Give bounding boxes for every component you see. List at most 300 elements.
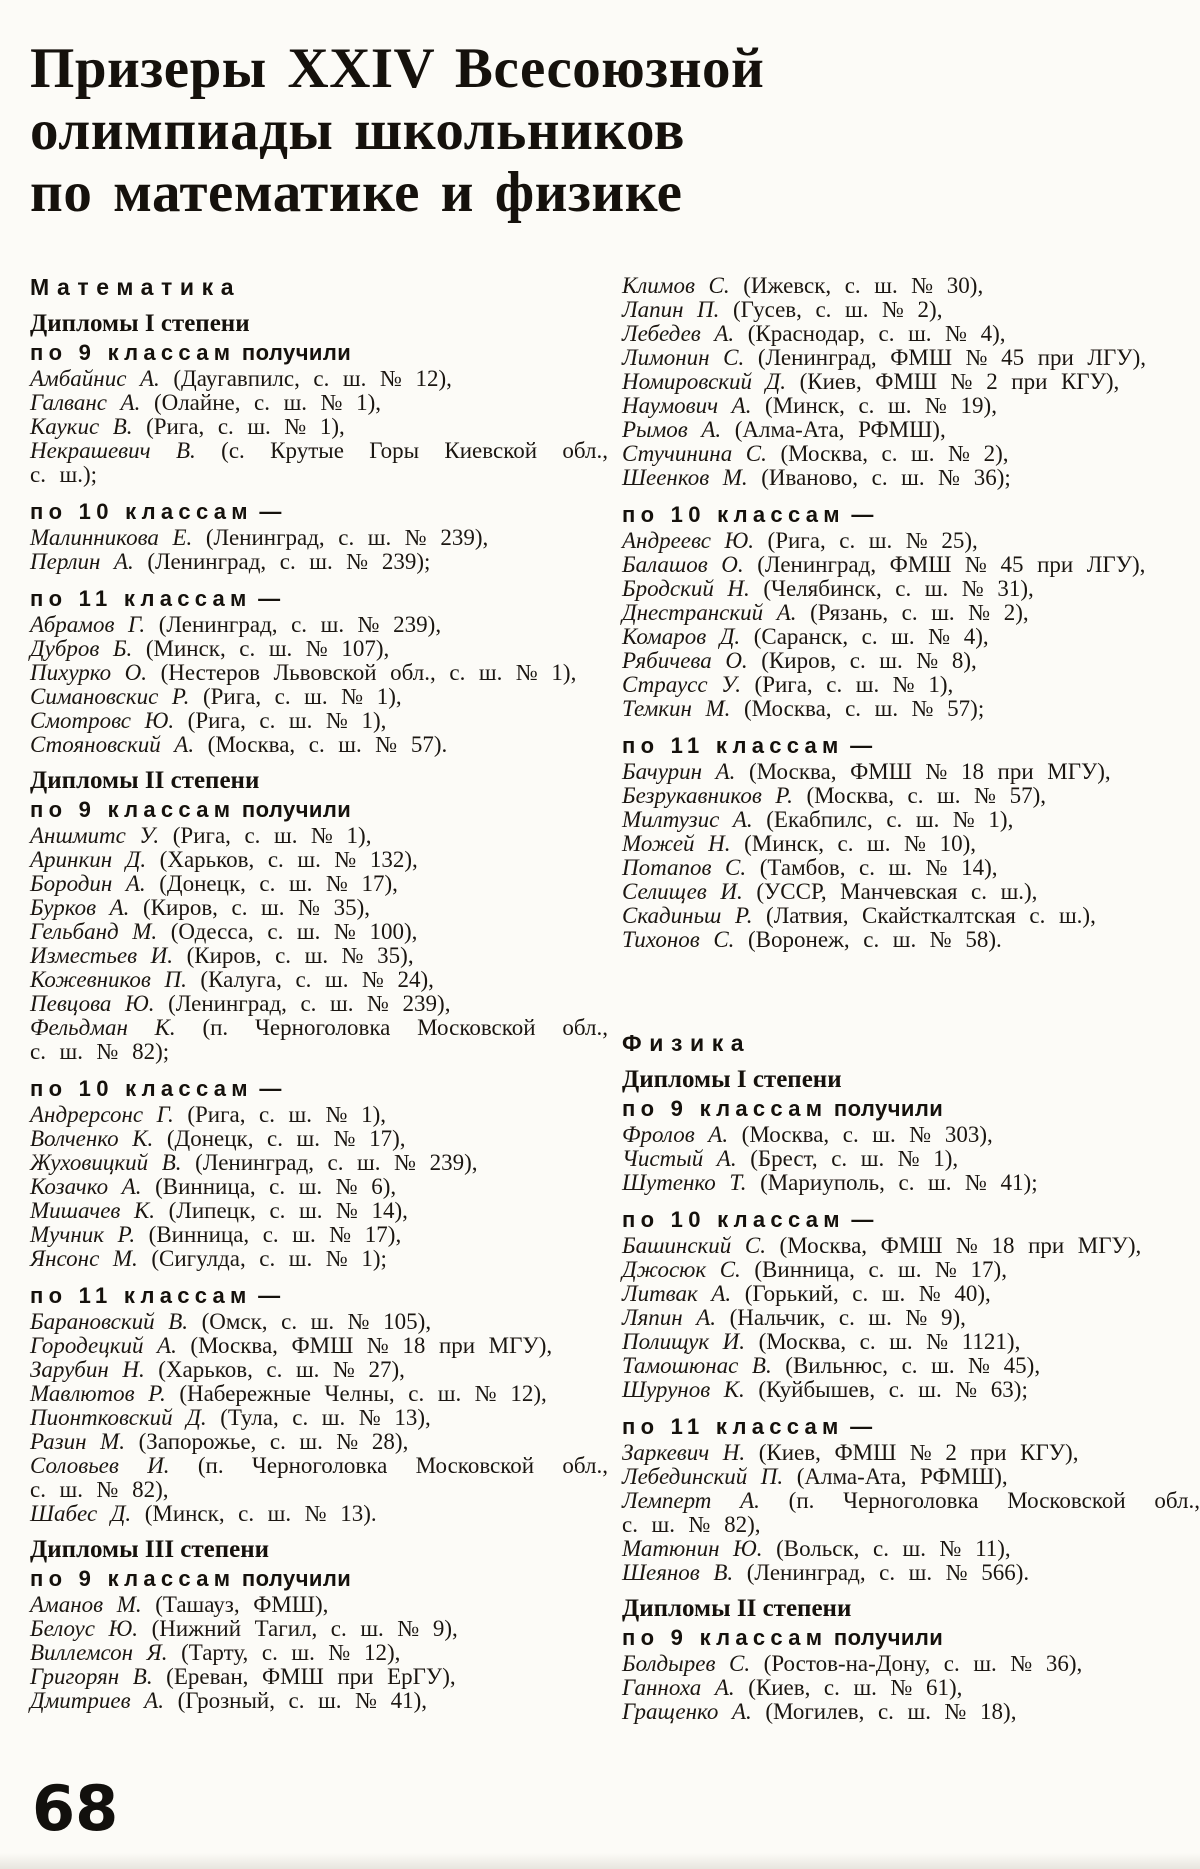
winner-school-info: (Ленинград, с. ш. № 566).	[746, 1560, 1030, 1585]
winner-entry	[30, 1358, 608, 1382]
winner-name: Козачко А.	[30, 1174, 142, 1199]
winner-school-info: (Ленинград, с. ш. № 239);	[147, 549, 431, 574]
winner-entry	[622, 625, 1200, 649]
winner-school-info: (Челябинск, с. ш. № 31),	[763, 576, 1034, 601]
class-label	[622, 1096, 1200, 1121]
winner-entry	[622, 1306, 1200, 1330]
winner-name: Лапин П.	[622, 297, 720, 322]
winner-entry	[622, 1330, 1200, 1354]
winner-name: Страусс У.	[622, 672, 741, 697]
degree-heading: Дипломы I степени	[30, 310, 250, 337]
winner-school-info: (Киров, с. ш. № 8),	[761, 648, 977, 673]
page-title-line-3: по математике и физике	[30, 161, 683, 224]
class-label-spaced: по 9 классам	[30, 1566, 236, 1591]
winner-school-info: (Рига, с. ш. № 1),	[172, 823, 372, 848]
winner-entry	[30, 439, 608, 487]
winner-name: Безрукавников Р.	[622, 783, 793, 808]
winner-name: Зарубин Н.	[30, 1357, 145, 1382]
winner-entry	[30, 1151, 608, 1175]
winner-school-info: (Горький, с. ш. № 40),	[744, 1281, 991, 1306]
winner-name: Амбайнис А.	[30, 366, 160, 391]
class-label	[622, 1414, 1200, 1439]
winner-school-info: (с. Крутые Горы Киевской обл., с. ш.);	[30, 438, 608, 487]
winner-name: Шеянов В.	[622, 1560, 734, 1585]
winner-entry	[30, 1334, 608, 1358]
winner-school-info: (Москва, с. ш. № 57),	[806, 783, 1047, 808]
winner-entry	[30, 992, 608, 1016]
winner-school-info: (Саранск, с. ш. № 4),	[753, 624, 989, 649]
page-title-line-2: олимпиады школьников	[30, 99, 685, 162]
class-label-spaced: по 9 классам	[30, 797, 236, 822]
winner-entry	[30, 1247, 608, 1271]
winner-school-info: (Ташауз, ФМШ),	[155, 1592, 329, 1617]
winner-school-info: (Донецк, с. ш. № 17),	[159, 871, 398, 896]
class-label	[30, 1283, 608, 1308]
degree-heading: Дипломы II степени	[30, 767, 260, 794]
winner-name: Дубров Б.	[30, 636, 133, 661]
winner-entry	[30, 968, 608, 992]
class-label-tail: —	[252, 499, 282, 524]
winner-school-info: (Грозный, с. ш. № 41),	[177, 1688, 428, 1713]
winner-entry	[622, 1378, 1200, 1402]
winner-name: Болдырев С.	[622, 1651, 751, 1676]
page-number: 68	[32, 1772, 119, 1845]
text-columns	[30, 274, 1200, 1724]
winner-entry	[622, 1282, 1200, 1306]
winner-entry	[622, 322, 1200, 346]
winner-name: Селищев И.	[622, 879, 743, 904]
winner-entry	[30, 1593, 608, 1617]
winner-school-info: (Минск, с. ш. № 19),	[765, 393, 997, 418]
column-left	[30, 274, 608, 1724]
winner-name: Некрашевич В.	[30, 438, 196, 463]
winner-name: Аншмитс У.	[30, 823, 160, 848]
winner-name: Потапов С.	[622, 855, 747, 880]
class-label-tail: получили	[827, 1625, 944, 1650]
winner-entry	[30, 733, 608, 757]
winner-name: Гельбанд М.	[30, 919, 158, 944]
winner-school-info: (Минск, с. ш. № 10),	[744, 831, 976, 856]
winner-school-info: (Винница, с. ш. № 17),	[754, 1257, 1007, 1282]
winner-school-info: (Москва, с. ш. № 303),	[741, 1122, 993, 1147]
winner-name: Шурунов К.	[622, 1377, 745, 1402]
winner-entry	[30, 848, 608, 872]
winner-school-info: (Киев, ФМШ № 2 при КГУ),	[799, 369, 1120, 394]
winner-entry	[30, 1199, 608, 1223]
winner-school-info: (Нестеров Львовской обл., с. ш. № 1),	[160, 660, 577, 685]
winner-entry	[622, 880, 1200, 904]
winner-entry	[622, 1258, 1200, 1282]
winner-entry	[30, 872, 608, 896]
winner-entry	[30, 1454, 608, 1502]
winner-entry	[622, 346, 1200, 370]
winner-entry	[622, 1489, 1200, 1537]
winner-entry	[30, 1430, 608, 1454]
winner-school-info: (Воронеж, с. ш. № 58).	[748, 927, 1002, 952]
class-label-spaced: по 10 классам	[30, 1076, 253, 1101]
column-right	[622, 274, 1200, 1724]
winner-school-info: (Ленинград, с. ш. № 239),	[195, 1150, 478, 1175]
class-label-spaced: по 9 классам	[622, 1625, 828, 1650]
winner-school-info: (Нижний Тагил, с. ш. № 9),	[151, 1616, 458, 1641]
winner-school-info: (Харьков, с. ш. № 132),	[159, 847, 418, 872]
winner-school-info: (Ленинград, с. ш. № 239),	[158, 612, 442, 637]
winner-school-info: (Москва, с. ш. № 2),	[780, 441, 1009, 466]
winner-entry	[30, 1310, 608, 1334]
winner-school-info: (Рига, с. ш. № 1),	[754, 672, 954, 697]
winner-name: Рымов А.	[622, 417, 722, 442]
winner-school-info: (Иваново, с. ш. № 36);	[761, 465, 1011, 490]
winner-school-info: (Москва, ФМШ № 18 при МГУ),	[779, 1233, 1142, 1258]
class-label	[622, 1207, 1200, 1232]
class-label-tail: получили	[235, 1566, 352, 1591]
winner-entry	[30, 1103, 608, 1127]
winner-name: Певцова Ю.	[30, 991, 155, 1016]
winner-school-info: (Нальчик, с. ш. № 9),	[729, 1305, 966, 1330]
winner-school-info: (Киров, с. ш. № 35),	[143, 895, 370, 920]
winner-name: Рябичева О.	[622, 648, 748, 673]
winner-name: Полищук И.	[622, 1329, 746, 1354]
winner-entry	[30, 415, 608, 439]
winner-name: Шеенков М.	[622, 465, 748, 490]
winner-school-info: (Могилев, с. ш. № 18),	[765, 1699, 1017, 1724]
class-label-tail: —	[251, 1283, 281, 1308]
winner-name: Лебедев А.	[622, 321, 735, 346]
winner-name: Джосюк С.	[622, 1257, 741, 1282]
section-spacer	[622, 952, 1200, 1030]
winner-school-info: (Рига, с. ш. № 25),	[767, 528, 978, 553]
class-label-tail: получили	[235, 797, 352, 822]
winner-entry	[30, 1175, 608, 1199]
winner-entry	[622, 832, 1200, 856]
winner-entry	[30, 613, 608, 637]
winner-name: Тамошюнас В.	[622, 1353, 772, 1378]
winner-entry	[622, 808, 1200, 832]
winner-entry	[30, 1406, 608, 1430]
winner-school-info: (п. Черноголовка Московской обл., с. ш. № 82),	[622, 1488, 1200, 1537]
winner-entry	[622, 274, 1200, 298]
winner-name: Аринкин Д.	[30, 847, 147, 872]
winner-name: Абрамов Г.	[30, 612, 146, 637]
winner-entry	[622, 697, 1200, 721]
class-label	[30, 797, 608, 822]
winner-name: Бачурин А.	[622, 759, 736, 784]
class-label-spaced: по 10 классам	[30, 499, 253, 524]
winner-entry	[30, 920, 608, 944]
winner-name: Можей Н.	[622, 831, 731, 856]
winner-name: Фельдман К.	[30, 1015, 176, 1040]
winner-school-info: (Омск, с. ш. № 105),	[201, 1309, 432, 1334]
winner-school-info: (Латвия, Скайсткалтская с. ш.),	[766, 903, 1096, 928]
winner-name: Бородин А.	[30, 871, 146, 896]
degree-heading: Дипломы I степени	[622, 1066, 842, 1093]
winner-entry	[30, 1689, 608, 1713]
winner-name: Смотровс Ю.	[30, 708, 175, 733]
winner-school-info: (Рига, с. ш. № 1),	[187, 708, 387, 733]
winner-name: Малинникова Е.	[30, 525, 193, 550]
winner-name: Барановский В.	[30, 1309, 188, 1334]
winner-name: Ляпин А.	[622, 1305, 717, 1330]
section-heading: Математика	[30, 274, 242, 300]
winner-school-info: (Гусев, с. ш. № 2),	[733, 297, 943, 322]
class-label-spaced: по 10 классам	[622, 1207, 845, 1232]
winner-name: Андрерсонс Г.	[30, 1102, 174, 1127]
class-label-tail: —	[843, 733, 873, 758]
winner-school-info: (Одесса, с. ш. № 100),	[170, 919, 418, 944]
page-bottom-shadow	[0, 1853, 1200, 1869]
winner-school-info: (Рига, с. ш. № 1),	[146, 414, 345, 439]
degree-heading: Дипломы III степени	[30, 1536, 270, 1563]
winner-name: Заркевич Н.	[622, 1440, 746, 1465]
winner-name: Шабес Д.	[30, 1501, 132, 1526]
winner-school-info: (Ереван, ФМШ при ЕрГУ),	[166, 1664, 456, 1689]
winner-entry	[30, 824, 608, 848]
winner-name: Чистый А.	[622, 1146, 737, 1171]
winner-entry	[622, 577, 1200, 601]
winner-school-info: (Рига, с. ш. № 1),	[202, 684, 402, 709]
winner-entry	[30, 1382, 608, 1406]
class-label-tail: —	[252, 1076, 282, 1101]
winner-school-info: (Рига, с. ш. № 1),	[187, 1102, 387, 1127]
winner-entry	[622, 784, 1200, 808]
winner-entry	[30, 1127, 608, 1151]
winner-name: Милтузис А.	[622, 807, 753, 832]
winner-entry	[622, 529, 1200, 553]
winner-school-info: (Тарту, с. ш. № 12),	[181, 1640, 401, 1665]
class-label	[622, 1625, 1200, 1650]
winner-school-info: (Киров, с. ш. № 35),	[186, 943, 414, 968]
winner-school-info: (Донецк, с. ш. № 17),	[166, 1126, 406, 1151]
winner-school-info: (Москва, ФМШ № 18 при МГУ),	[190, 1333, 553, 1358]
winner-school-info: (Сигулда, с. ш. № 1);	[151, 1246, 387, 1271]
winner-school-info: (Минск, с. ш. № 13).	[144, 1501, 377, 1526]
winner-school-info: (Куйбышев, с. ш. № 63);	[758, 1377, 1028, 1402]
winner-school-info: (Киев, ФМШ № 2 при КГУ),	[758, 1440, 1079, 1465]
winner-entry	[30, 1502, 608, 1526]
winner-entry	[622, 928, 1200, 952]
winner-school-info: (Брест, с. ш. № 1),	[750, 1146, 959, 1171]
winner-name: Волченко К.	[30, 1126, 154, 1151]
winner-entry	[622, 1171, 1200, 1195]
winner-entry	[622, 466, 1200, 490]
winner-school-info: (Краснодар, с. ш. № 4),	[747, 321, 1006, 346]
class-label	[30, 586, 608, 611]
winner-entry	[30, 1641, 608, 1665]
winner-school-info: (Екабпилс, с. ш. № 1),	[766, 807, 1014, 832]
winner-entry	[622, 1441, 1200, 1465]
winner-school-info: (Вольск, с. ш. № 11),	[776, 1536, 1011, 1561]
winner-name: Тихонов С.	[622, 927, 735, 952]
winner-entry	[622, 1354, 1200, 1378]
winner-entry	[30, 367, 608, 391]
winner-name: Днестранский А.	[622, 600, 797, 625]
winner-entry	[622, 418, 1200, 442]
class-label	[30, 1566, 608, 1591]
class-label-tail: —	[844, 1207, 874, 1232]
winner-school-info: (Москва, с. ш. № 57).	[207, 732, 448, 757]
winner-entry	[622, 1561, 1200, 1585]
winner-school-info: (Алма-Ата, РФМШ),	[796, 1464, 1008, 1489]
winner-school-info: (Набережные Челны, с. ш. № 12),	[179, 1381, 547, 1406]
section-heading: Физика	[622, 1030, 752, 1056]
winner-name: Балашов О.	[622, 552, 744, 577]
winner-name: Изместьев И.	[30, 943, 174, 968]
winner-name: Фролов А.	[622, 1122, 729, 1147]
winner-school-info: (Вильнюс, с. ш. № 45),	[785, 1353, 1041, 1378]
winner-school-info: (Москва, с. ш. № 57);	[744, 696, 985, 721]
winner-school-info: (Даугавпилс, с. ш. № 12),	[173, 366, 452, 391]
winner-entry	[622, 673, 1200, 697]
winner-name: Матюнин Ю.	[622, 1536, 763, 1561]
winner-school-info: (Минск, с. ш. № 107),	[145, 636, 390, 661]
winner-name: Аманов М.	[30, 1592, 142, 1617]
winner-school-info: (Тамбов, с. ш. № 14),	[759, 855, 998, 880]
winner-entry	[30, 661, 608, 685]
winner-school-info: (п. Черноголовка Московской обл., с. ш. № 82);	[30, 1015, 608, 1064]
class-label-tail: —	[251, 586, 281, 611]
winner-entry	[622, 394, 1200, 418]
winner-name: Стучинина С.	[622, 441, 767, 466]
winner-name: Соловьев И.	[30, 1453, 170, 1478]
winner-entry	[622, 298, 1200, 322]
winner-school-info: (Харьков, с. ш. № 27),	[158, 1357, 405, 1382]
class-label-spaced: по 11 классам	[622, 733, 844, 758]
winner-school-info: (Ижевск, с. ш. № 30),	[743, 273, 984, 298]
winner-name: Лебединский П.	[622, 1464, 784, 1489]
winner-name: Мишачев К.	[30, 1198, 155, 1223]
class-label-spaced: по 9 классам	[30, 340, 236, 365]
winner-name: Мавлютов Р.	[30, 1381, 166, 1406]
class-label	[622, 733, 1200, 758]
winner-name: Бурков А.	[30, 895, 130, 920]
winner-school-info: (Рязань, с. ш. № 2),	[810, 600, 1029, 625]
magazine-page	[0, 38, 1200, 1869]
class-label	[30, 499, 608, 524]
winner-name: Кожевников П.	[30, 967, 187, 992]
winner-school-info: (Винница, с. ш. № 17),	[148, 1222, 402, 1247]
winner-entry	[622, 1147, 1200, 1171]
winner-entry	[30, 685, 608, 709]
winner-school-info: (Ленинград, ФМШ № 45 при ЛГУ),	[757, 552, 1146, 577]
winner-entry	[622, 1465, 1200, 1489]
winner-name: Пихурко О.	[30, 660, 148, 685]
winner-school-info: (Тула, с. ш. № 13),	[220, 1405, 431, 1430]
winner-name: Жуховицкий В.	[30, 1150, 182, 1175]
winner-entry	[622, 1652, 1200, 1676]
winner-entry	[30, 896, 608, 920]
winner-entry	[622, 904, 1200, 928]
winner-entry	[622, 442, 1200, 466]
class-label-tail: —	[844, 502, 874, 527]
winner-name: Мучник Р.	[30, 1222, 136, 1247]
winner-name: Разин М.	[30, 1429, 126, 1454]
winner-name: Гращенко А.	[622, 1699, 752, 1724]
winner-name: Белоус Ю.	[30, 1616, 139, 1641]
winner-name: Галванс А.	[30, 390, 141, 415]
winner-name: Наумович А.	[622, 393, 752, 418]
winner-name: Номировский Д.	[622, 369, 787, 394]
winner-name: Симановскис Р.	[30, 684, 190, 709]
winner-school-info: (Ленинград, ФМШ № 45 при ЛГУ),	[757, 345, 1146, 370]
winner-entry	[622, 1700, 1200, 1724]
winner-school-info: (Мариуполь, с. ш. № 41);	[760, 1170, 1038, 1195]
winner-entry	[622, 553, 1200, 577]
winner-school-info: (Олайне, с. ш. № 1),	[153, 390, 382, 415]
winner-school-info: (Липецк, с. ш. № 14),	[168, 1198, 408, 1223]
winner-school-info: (Ленинград, с. ш. № 239),	[168, 991, 451, 1016]
winner-entry	[622, 1234, 1200, 1258]
winner-entry	[622, 1537, 1200, 1561]
class-label-tail: —	[843, 1414, 873, 1439]
winner-name: Каукис В.	[30, 414, 133, 439]
winner-entry	[622, 760, 1200, 784]
winner-entry	[30, 550, 608, 574]
page-title	[30, 38, 1200, 224]
degree-heading: Дипломы II степени	[622, 1595, 852, 1622]
winner-name: Скадиньш Р.	[622, 903, 753, 928]
winner-entry	[30, 1665, 608, 1689]
class-label-spaced: по 9 классам	[622, 1096, 828, 1121]
winner-school-info: (Алма-Ата, РФМШ),	[734, 417, 946, 442]
class-label	[30, 1076, 608, 1101]
winner-name: Литвак А.	[622, 1281, 732, 1306]
winner-entry	[622, 649, 1200, 673]
winner-name: Виллемсон Я.	[30, 1640, 168, 1665]
class-label-spaced: по 11 классам	[30, 1283, 252, 1308]
winner-entry	[30, 526, 608, 550]
winner-entry	[622, 370, 1200, 394]
winner-entry	[30, 1617, 608, 1641]
winner-name: Темкин М.	[622, 696, 731, 721]
winner-school-info: (Москва, ФМШ № 18 при МГУ),	[749, 759, 1111, 784]
class-label	[30, 340, 608, 365]
winner-entry	[30, 637, 608, 661]
winner-name: Шутенко Т.	[622, 1170, 747, 1195]
winner-name: Янсонс М.	[30, 1246, 138, 1271]
winner-name: Ганноха А.	[622, 1675, 735, 1700]
winner-school-info: (Запорожье, с. ш. № 28),	[138, 1429, 409, 1454]
winner-entry	[30, 709, 608, 733]
winner-entry	[622, 1123, 1200, 1147]
winner-name: Григорян В.	[30, 1664, 153, 1689]
winner-name: Городецкий А.	[30, 1333, 177, 1358]
winner-entry	[622, 601, 1200, 625]
winner-school-info: (Ростов-на-Дону, с. ш. № 36),	[763, 1651, 1083, 1676]
class-label-spaced: по 10 классам	[622, 502, 845, 527]
winner-name: Бродский Н.	[622, 576, 750, 601]
winner-name: Стояновский А.	[30, 732, 195, 757]
winner-entry	[30, 1223, 608, 1247]
class-label	[622, 502, 1200, 527]
class-label-tail: получили	[827, 1096, 944, 1121]
winner-school-info: (УССР, Манчевская с. ш.),	[756, 879, 1038, 904]
winner-name: Перлин А.	[30, 549, 134, 574]
winner-school-info: (Калуга, с. ш. № 24),	[200, 967, 434, 992]
page-title-line-1: Призеры XXIV Всесоюзной	[30, 37, 765, 100]
winner-name: Башинский С.	[622, 1233, 766, 1258]
winner-name: Лемперт А.	[622, 1488, 760, 1513]
winner-school-info: (Ленинград, с. ш. № 239),	[205, 525, 489, 550]
winner-school-info: (Москва, с. ш. № 1121),	[758, 1329, 1021, 1354]
class-label-tail: получили	[235, 340, 352, 365]
winner-school-info: (Винница, с. ш. № 6),	[155, 1174, 397, 1199]
winner-name: Климов С.	[622, 273, 730, 298]
winner-school-info: (п. Черноголовка Московской обл., с. ш. № 82),	[30, 1453, 608, 1502]
winner-entry	[30, 391, 608, 415]
class-label-spaced: по 11 классам	[30, 586, 252, 611]
winner-entry	[622, 1676, 1200, 1700]
class-label-spaced: по 11 классам	[622, 1414, 844, 1439]
